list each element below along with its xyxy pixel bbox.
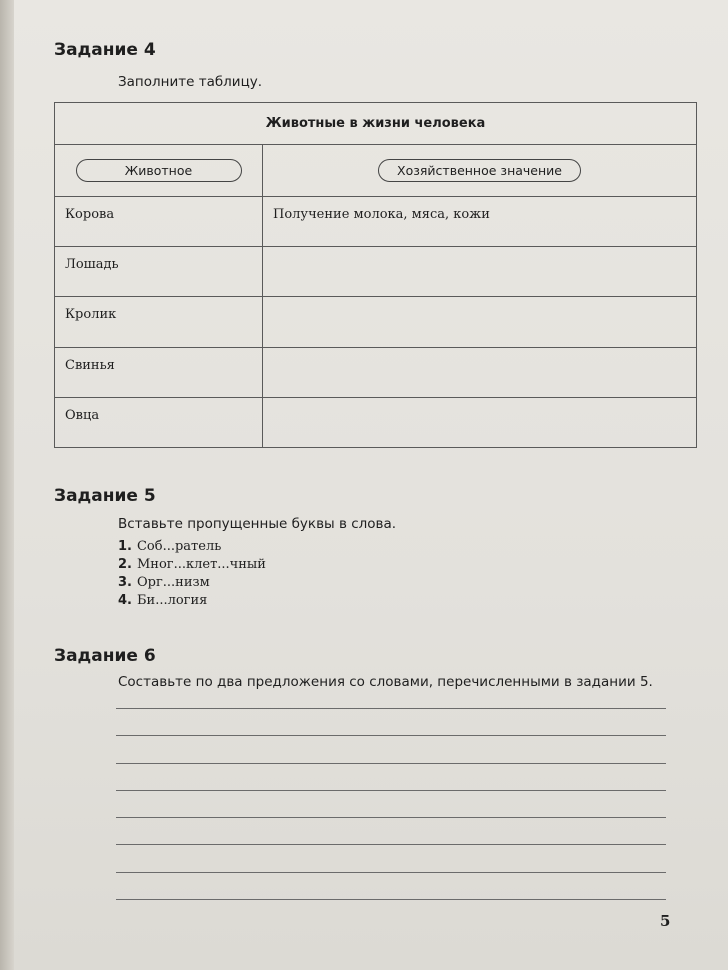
table-row [55, 397, 697, 447]
table-caption: Животные в жизни человека [55, 103, 697, 145]
answer-line[interactable] [116, 763, 666, 764]
task5-title: Задание 5 [54, 486, 156, 506]
value-cell[interactable] [263, 247, 697, 297]
header-value: Хозяйственное значение [378, 159, 581, 182]
header-animal-cell [55, 144, 263, 196]
answer-lines [116, 708, 666, 926]
task4-instruction: Заполните таблицу. [118, 74, 263, 90]
item-number: 1. [118, 539, 132, 554]
item-word: Би...логия [136, 593, 208, 608]
answer-line[interactable] [116, 899, 666, 900]
list-item [118, 556, 266, 574]
animal-cell: Свинья [55, 347, 263, 397]
value-cell[interactable] [263, 397, 697, 447]
page-number: 5 [660, 912, 671, 930]
answer-line[interactable] [116, 790, 666, 791]
item-number: 3. [118, 575, 132, 590]
item-word: Мног...клет...чный [136, 557, 266, 572]
answer-line[interactable] [116, 844, 666, 845]
words-list [118, 538, 266, 610]
table-row [55, 197, 697, 247]
book-spine [0, 0, 14, 970]
answer-line[interactable] [116, 735, 666, 736]
answer-line[interactable] [116, 708, 666, 709]
answer-line[interactable] [116, 872, 666, 873]
value-cell[interactable] [263, 347, 697, 397]
item-number: 2. [118, 557, 132, 572]
task5-instruction: Вставьте пропущенные буквы в слова. [118, 516, 397, 532]
table-row [55, 247, 697, 297]
item-word: Соб...ратель [136, 539, 222, 554]
animal-cell: Корова [55, 197, 263, 247]
answer-line[interactable] [116, 817, 666, 818]
item-word: Орг...низм [136, 575, 210, 590]
animal-cell: Лошадь [55, 247, 263, 297]
task4-title: Задание 4 [54, 40, 156, 60]
animals-table [54, 102, 697, 448]
task6-instruction: Составьте по два предложения со словами, перечисленными в задании 5. [118, 674, 653, 690]
header-animal: Животное [76, 159, 242, 182]
list-item [118, 574, 266, 592]
table-row [55, 347, 697, 397]
table-row [55, 297, 697, 347]
header-value-cell [263, 144, 697, 196]
animal-cell: Кролик [55, 297, 263, 347]
list-item [118, 538, 266, 556]
task6-title: Задание 6 [54, 646, 156, 666]
item-number: 4. [118, 593, 132, 608]
animal-cell: Овца [55, 397, 263, 447]
value-cell[interactable]: Получение молока, мяса, кожи [263, 197, 697, 247]
workbook-page [14, 0, 728, 970]
list-item [118, 592, 266, 610]
value-cell[interactable] [263, 297, 697, 347]
